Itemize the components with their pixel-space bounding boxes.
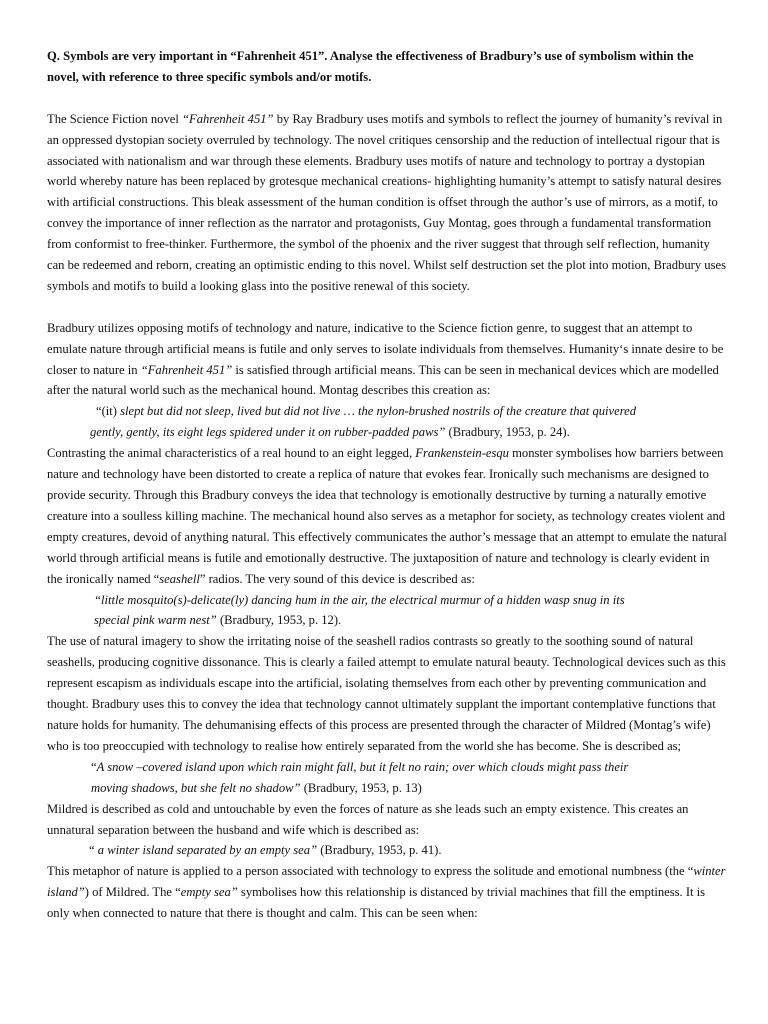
paragraph-body-1: Bradbury utilizes opposing motifs of technology and nature, indicative to the Science fiction genre, to suggest that an attempt to emulate nature through artificial means is futile and only serves to isolate individuals from themselves. Humanity‘s innate desire to be closer to nature in “Fahrenheit 451” is satisfied through artificial means. This can be seen in mechanical devices which are modelled after the natural world such as the mechanical hound. Montag describes this creation as: (47, 320, 724, 398)
paragraph-body-3: The use of natural imagery to show the irritating noise of the seashell radios contrasts so greatly to the soothing sound of natural seashells, producing cognitive dissonance. This is clearly a failed attempt to emulate natural beauty. Technological devices such as this represent escapism as individuals escape into the artificial, isolating themselves from each other by preventing communication and thought. Bradbury uses this to convey the idea that technology cannot ultimately supplant the important contemplative functions that nature holds for humanity. The dehumanising effects of this process are presented through the character of Mildred (Montag’s wife) who is too preoccupied with technology to realise how entirely separated from the world she has become. She is described as; (47, 634, 726, 753)
quote-winter-island: “ a winter island separated by an empty sea” (Bradbury, 1953, p. 41). (89, 843, 442, 858)
paragraph-body-4: Mildred is described as cold and untouchable by even the forces of nature as she leads such an empty existence. This creates an unnatural separation between the husband and wife which is described as: (47, 801, 689, 837)
quote-mechanical-hound: “(it) slept but did not sleep, lived but did not live … the nylon-brushed nostrils of the creature that quivered gently, gently, its eight legs spidered under it on rubber-padded paws” (Bradbury, 1953, p. 24). (90, 404, 637, 440)
paragraph-intro: The Science Fiction novel “Fahrenheit 451” by Ray Bradbury uses motifs and symbols to reflect the journey of humanity’s revival in an oppressed dystopian society overruled by technology. The novel critiques censorship and the reduction of intellectual rigour that is associated with nationalism and war through these elements. Bradbury uses motifs of nature and technology to portray a dystopian world whereby nature has been replaced by grotesque mechanical creations- highlighting humanity’s attempt to satisfy natural desires with artificial constructions. This bleak assessment of the human condition is offset through the author’s use of mirrors, as a motif, to convey the importance of inner reflection as the narrator and protagonists, Guy Montag, goes through a fundamental transformation from conformist to free-thinker. Furthermore, the symbol of the phoenix and the river suggest that through self reflection, humanity can be redeemed and reborn, creating an optimistic ending to this novel. Whilst self destruction set the plot into motion, Bradbury uses symbols and motifs to build a looking glass into the positive renewal of this society. (47, 111, 726, 293)
paragraph-body-2: Contrasting the animal characteristics of a real hound to an eight legged, Frankenstein-esqu monster symbolises how barriers between nature and technology have been distorted to create a replica of nature that evokes fear. Ironically such mechanisms are designed to provide security. Through this Bradbury conveys the idea that technology is emotionally destructive by turning a naturally emotive creature into a soulless killing machine. The mechanical hound also serves as a metaphor for society, as technology creates violent and empty creatures, devoid of anything natural. This effectively communicates the author’s message that an attempt to emulate the natural world through artificial means is futile and emotionally destructive. The juxtaposition of nature and technology is clearly evident in the ironically named “seashell” radios. The very sound of this device is described as: (47, 446, 727, 586)
paragraph-body-5: This metaphor of nature is applied to a person associated with technology to express the solitude and emotional numbness (the “winter island”) of Mildred. The “empty sea” symbolises how this relationship is distanced by trivial machines that fill the emptiness. It is only when connected to nature that there is thought and calm. This can be seen when: (47, 864, 726, 921)
essay-question: Q. Symbols are very important in “Fahrenheit 451”. Analyse the effectiveness of Bradbury’s use of symbolism within the novel, with reference to three specific symbols and/or motifs. (47, 49, 694, 84)
quote-snow-island: “A snow –covered island upon which rain might fall, but it felt no rain; over which clouds might pass their moving shadows, but she felt no shadow” (Bradbury, 1953, p. 13) (91, 759, 629, 795)
quote-seashell-radio: “little mosquito(s)-delicate(ly) dancing hum in the air, the electrical murmur of a hidden wasp snug in its special pink warm nest” (Bradbury, 1953, p. 12). (94, 592, 625, 628)
